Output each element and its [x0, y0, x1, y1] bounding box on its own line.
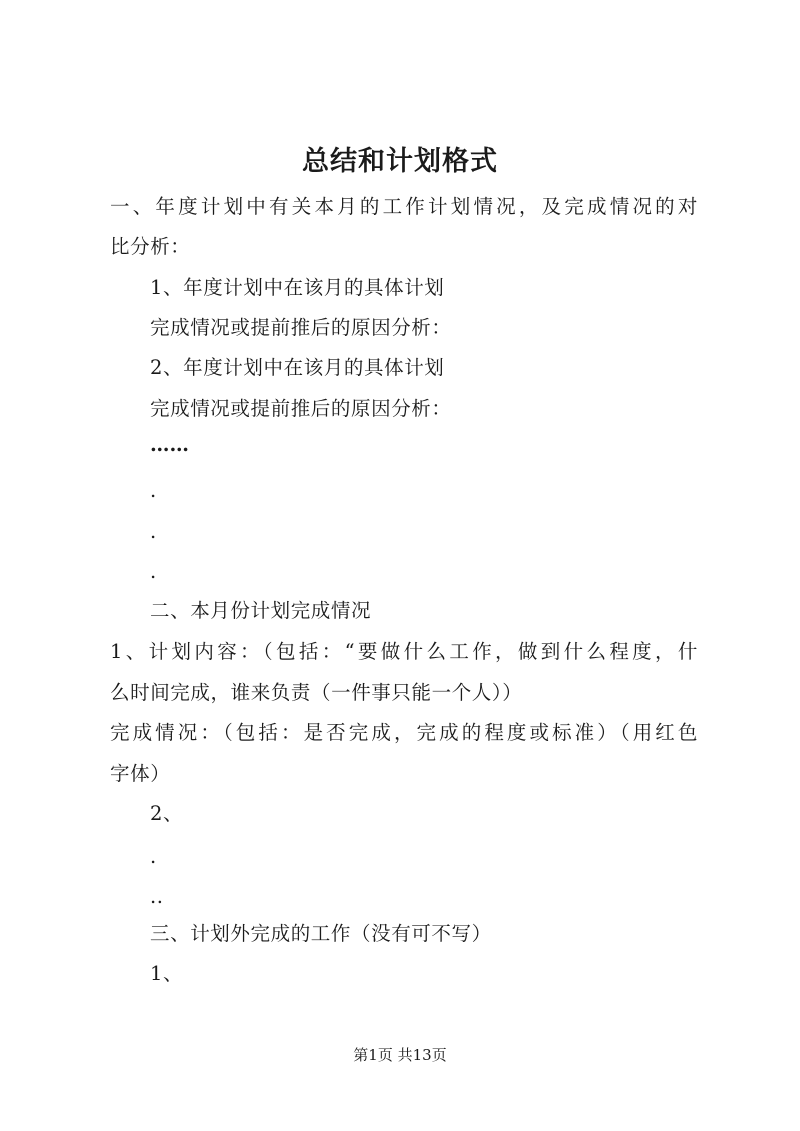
paragraph-line: 完成情况：（包括：是否完成，完成的程度或标准）（用红色 — [110, 721, 698, 744]
paragraph-line: 完成情况或提前推后的原因分析： — [150, 397, 452, 420]
section-heading: 三、计划外完成的工作（没有可不写） — [150, 922, 492, 945]
dot-line: . — [150, 479, 157, 502]
dot-line: . — [150, 560, 157, 583]
paragraph-line: 比分析： — [110, 235, 191, 258]
paragraph-line: 一、年度计划中有关本月的工作计划情况，及完成情况的对 — [110, 195, 698, 218]
dot-line: . — [150, 520, 157, 543]
paragraph-line: 2、 — [150, 802, 184, 825]
section-heading: 二、本月份计划完成情况 — [150, 599, 372, 622]
paragraph-line: 1、计划内容：（包括：“要做什么工作，做到什么程度，什 — [110, 640, 698, 663]
document-title: 总结和计划格式 — [302, 146, 498, 177]
page-footer: 第1页 共13页 — [353, 1046, 447, 1064]
ellipsis-line: …… — [150, 433, 189, 456]
paragraph-line: 1、 — [150, 962, 184, 985]
dot-line: . — [150, 845, 157, 868]
paragraph-line: 字体） — [110, 762, 171, 785]
paragraph-line: 1、年度计划中在该月的具体计划 — [150, 276, 445, 299]
paragraph-line: 2、年度计划中在该月的具体计划 — [150, 356, 445, 379]
dot-line: .. — [150, 885, 164, 908]
paragraph-line: 么时间完成，谁来负责（一件事只能一个人）） — [110, 681, 523, 704]
paragraph-line: 完成情况或提前推后的原因分析： — [150, 316, 452, 339]
